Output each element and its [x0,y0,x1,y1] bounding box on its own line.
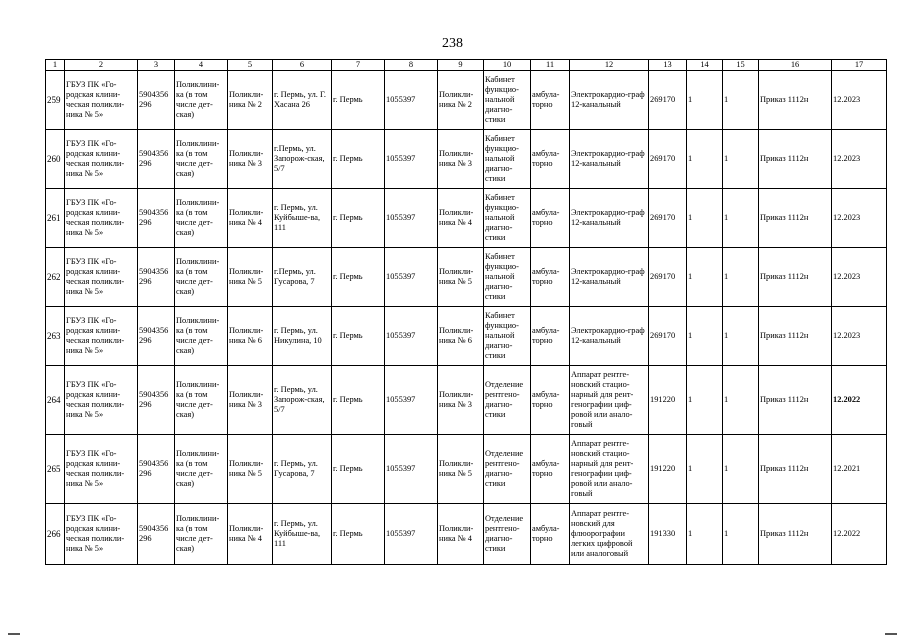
unit-cell: Поликли-ника № 4 [228,504,273,565]
code-cell: 1055397 [385,504,438,565]
column-header: 4 [175,60,228,71]
column-header: 14 [687,60,723,71]
column-header: 13 [649,60,687,71]
address-cell: г.Пермь, ул. Гусарова, 7 [273,248,332,307]
department-cell: Отделение рентгено-диагно-стики [484,366,531,435]
unit-cell: Поликли-ника № 3 [438,366,484,435]
date-cell: 12.2021 [832,435,887,504]
unit-cell: Поликли-ника № 6 [438,307,484,366]
order-cell: Приказ 1112н [759,71,832,130]
date-cell: 12.2023 [832,248,887,307]
scan-artifact [8,633,20,635]
order-cell: Приказ 1112н [759,189,832,248]
organization-cell: ГБУЗ ПК «Го-родская клини-ческая поликли-ника № 5» [65,366,138,435]
department-cell: Отделение рентгено-диагно-стики [484,504,531,565]
page-number: 238 [442,36,463,51]
equipment-cell: Аппарат рентге-новский стацио-нарный для рент-генографии циф-ровой или анало-говый [570,366,649,435]
column-header: 9 [438,60,484,71]
department-cell: Кабинет функцио-нальной диагно-стики [484,248,531,307]
inn-cell: 5904356 296 [138,307,175,366]
equipment-code-cell: 191330 [649,504,687,565]
column-header: 5 [228,60,273,71]
unit-cell: Поликли-ника № 2 [228,71,273,130]
equipment-cell: Электрокардио-граф 12-канальный [570,130,649,189]
care-type-cell: амбула-торно [531,71,570,130]
unit-cell: Поликли-ника № 3 [438,130,484,189]
table-row [46,248,887,307]
quantity-cell: 1 [687,71,723,130]
department-cell: Кабинет функцио-нальной диагно-стики [484,307,531,366]
city-cell: г. Пермь [332,435,385,504]
column-header: 2 [65,60,138,71]
address-cell: г. Пермь, ул. Гусарова, 7 [273,435,332,504]
quantity-cell: 1 [723,307,759,366]
equipment-cell: Электрокардио-граф 12-канальный [570,189,649,248]
order-cell: Приказ 1112н [759,366,832,435]
order-cell: Приказ 1112н [759,307,832,366]
department-cell: Кабинет функцио-нальной диагно-стики [484,130,531,189]
care-type-cell: амбула-торно [531,435,570,504]
table-row [46,504,887,565]
code-cell: 1055397 [385,307,438,366]
facility-type-cell: Поликлини-ка (в том числе дет-ская) [175,504,228,565]
unit-cell: Поликли-ника № 3 [228,130,273,189]
code-cell: 1055397 [385,366,438,435]
quantity-cell: 1 [723,435,759,504]
order-cell: Приказ 1112н [759,248,832,307]
inn-cell: 5904356 296 [138,189,175,248]
equipment-code-cell: 191220 [649,366,687,435]
city-cell: г. Пермь [332,71,385,130]
quantity-cell: 1 [687,504,723,565]
column-header: 7 [332,60,385,71]
inn-cell: 5904356 296 [138,248,175,307]
unit-cell: Поликли-ника № 5 [228,435,273,504]
facility-type-cell: Поликлини-ка (в том числе дет-ская) [175,307,228,366]
unit-cell: Поликли-ника № 5 [228,248,273,307]
equipment-code-cell: 191220 [649,435,687,504]
quantity-cell: 1 [723,248,759,307]
quantity-cell: 1 [723,504,759,565]
equipment-code-cell: 269170 [649,189,687,248]
quantity-cell: 1 [687,189,723,248]
care-type-cell: амбула-торно [531,366,570,435]
city-cell: г. Пермь [332,189,385,248]
row-number: 262 [46,248,65,307]
column-header: 12 [570,60,649,71]
equipment-cell: Электрокардио-граф 12-канальный [570,248,649,307]
date-cell: 12.2023 [832,189,887,248]
table-row [46,189,887,248]
equipment-code-cell: 269170 [649,130,687,189]
date-cell: 12.2023 [832,307,887,366]
care-type-cell: амбула-торно [531,248,570,307]
unit-cell: Поликли-ника № 5 [438,248,484,307]
facility-type-cell: Поликлини-ка (в том числе дет-ская) [175,435,228,504]
address-cell: г. Пермь, ул. Г. Хасана 26 [273,71,332,130]
column-header: 6 [273,60,332,71]
date-cell: 12.2023 [832,71,887,130]
organization-cell: ГБУЗ ПК «Го-родская клини-ческая поликли-ника № 5» [65,130,138,189]
city-cell: г. Пермь [332,504,385,565]
quantity-cell: 1 [723,366,759,435]
care-type-cell: амбула-торно [531,307,570,366]
row-number: 260 [46,130,65,189]
city-cell: г. Пермь [332,366,385,435]
department-cell: Кабинет функцио-нальной диагно-стики [484,189,531,248]
order-cell: Приказ 1112н [759,130,832,189]
facility-type-cell: Поликлини-ка (в том числе дет-ская) [175,71,228,130]
unit-cell: Поликли-ника № 6 [228,307,273,366]
column-header: 1 [46,60,65,71]
table-row [46,307,887,366]
organization-cell: ГБУЗ ПК «Го-родская клини-ческая поликли-ника № 5» [65,71,138,130]
facility-type-cell: Поликлини-ка (в том числе дет-ская) [175,130,228,189]
column-header: 3 [138,60,175,71]
table-row [46,435,887,504]
equipment-cell: Аппарат рентге-новский для флюорографии легких цифровой или аналоговый [570,504,649,565]
unit-cell: Поликли-ника № 2 [438,71,484,130]
address-cell: г. Пермь, ул. Куйбыше-ва, 111 [273,504,332,565]
date-cell: 12.2022 [832,366,887,435]
equipment-code-cell: 269170 [649,71,687,130]
city-cell: г. Пермь [332,248,385,307]
code-cell: 1055397 [385,248,438,307]
inn-cell: 5904356 296 [138,366,175,435]
quantity-cell: 1 [723,130,759,189]
unit-cell: Поликли-ника № 3 [228,366,273,435]
department-cell: Кабинет функцио-нальной диагно-стики [484,71,531,130]
city-cell: г. Пермь [332,307,385,366]
row-number: 264 [46,366,65,435]
unit-cell: Поликли-ника № 5 [438,435,484,504]
column-header: 17 [832,60,887,71]
organization-cell: ГБУЗ ПК «Го-родская клини-ческая поликли-ника № 5» [65,307,138,366]
table-row [46,130,887,189]
column-header: 15 [723,60,759,71]
inn-cell: 5904356 296 [138,71,175,130]
inn-cell: 5904356 296 [138,130,175,189]
row-number: 265 [46,435,65,504]
column-header: 11 [531,60,570,71]
date-cell: 12.2023 [832,130,887,189]
quantity-cell: 1 [687,130,723,189]
address-cell: г. Пермь, ул. Никулина, 10 [273,307,332,366]
equipment-code-cell: 269170 [649,307,687,366]
quantity-cell: 1 [687,248,723,307]
city-cell: г. Пермь [332,130,385,189]
care-type-cell: амбула-торно [531,504,570,565]
organization-cell: ГБУЗ ПК «Го-родская клини-ческая поликли-ника № 5» [65,435,138,504]
unit-cell: Поликли-ника № 4 [438,189,484,248]
facility-type-cell: Поликлини-ка (в том числе дет-ская) [175,248,228,307]
inn-cell: 5904356 296 [138,435,175,504]
row-number: 261 [46,189,65,248]
row-number: 266 [46,504,65,565]
column-header: 8 [385,60,438,71]
row-number: 263 [46,307,65,366]
date-cell: 12.2022 [832,504,887,565]
care-type-cell: амбула-торно [531,130,570,189]
table-row [46,366,887,435]
quantity-cell: 1 [687,366,723,435]
address-cell: г. Пермь, ул. Запорож-ская, 5/7 [273,366,332,435]
unit-cell: Поликли-ника № 4 [438,504,484,565]
department-cell: Отделение рентгено-диагно-стики [484,435,531,504]
organization-cell: ГБУЗ ПК «Го-родская клини-ческая поликли-ника № 5» [65,248,138,307]
equipment-cell: Электрокардио-граф 12-канальный [570,71,649,130]
code-cell: 1055397 [385,130,438,189]
equipment-cell: Аппарат рентге-новский стацио-нарный для рент-генографии циф-ровой или анало-говый [570,435,649,504]
code-cell: 1055397 [385,189,438,248]
order-cell: Приказ 1112н [759,435,832,504]
quantity-cell: 1 [687,435,723,504]
table-row [46,71,887,130]
quantity-cell: 1 [723,189,759,248]
facility-type-cell: Поликлини-ка (в том числе дет-ская) [175,366,228,435]
code-cell: 1055397 [385,435,438,504]
unit-cell: Поликли-ника № 4 [228,189,273,248]
scan-artifact [885,633,897,635]
quantity-cell: 1 [687,307,723,366]
address-cell: г.Пермь, ул. Запорож-ская, 5/7 [273,130,332,189]
equipment-registry-table [45,59,887,565]
order-cell: Приказ 1112н [759,504,832,565]
address-cell: г. Пермь, ул. Куйбыше-ва, 111 [273,189,332,248]
code-cell: 1055397 [385,71,438,130]
inn-cell: 5904356 296 [138,504,175,565]
header-row [46,60,887,71]
organization-cell: ГБУЗ ПК «Го-родская клини-ческая поликли-ника № 5» [65,504,138,565]
facility-type-cell: Поликлини-ка (в том числе дет-ская) [175,189,228,248]
row-number: 259 [46,71,65,130]
quantity-cell: 1 [723,71,759,130]
care-type-cell: амбула-торно [531,189,570,248]
equipment-cell: Электрокардио-граф 12-канальный [570,307,649,366]
column-header: 16 [759,60,832,71]
equipment-code-cell: 269170 [649,248,687,307]
column-header: 10 [484,60,531,71]
organization-cell: ГБУЗ ПК «Го-родская клини-ческая поликли-ника № 5» [65,189,138,248]
